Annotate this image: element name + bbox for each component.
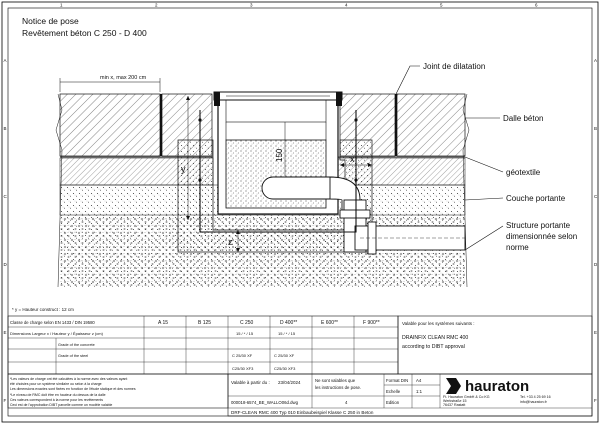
spec-table xyxy=(8,316,398,374)
scale-value: 1:1 xyxy=(416,389,422,394)
spec-cell: C 25/30 XF xyxy=(274,353,295,358)
note-line: Ces valeurs correspondent à la norme pour les revêtements xyxy=(10,398,103,402)
row-mark: E xyxy=(3,330,7,335)
format-value: A4 xyxy=(416,378,422,383)
disclaimer-line: Ne sont valables que xyxy=(315,378,356,383)
label-structure-1: Structure portante xyxy=(506,221,571,230)
row-mark: E xyxy=(594,330,598,335)
drawing-caption: DRF-CLEAN RMC 400 Typ 010 Einbaubeispiel Klasse C 250 in Beton xyxy=(231,410,374,415)
doc-number: 000018-6574_BE_WALLO06d.dwg xyxy=(231,400,298,405)
page-subtitle: Revêtement béton C 250 - D 400 xyxy=(22,28,147,38)
validity-product: DRAINFIX CLEAN RMC 400 xyxy=(402,335,469,341)
col-mark: 2 xyxy=(155,2,158,8)
spec-cell: C25/30 XF3 xyxy=(232,366,254,371)
company-line: 76437 Rastatt xyxy=(443,403,466,407)
row-mark: B xyxy=(3,126,7,131)
grate-frame-left xyxy=(214,92,220,106)
dim-150-label: 150 xyxy=(275,148,284,162)
class-label: A 15 xyxy=(158,320,169,326)
validity-approval: according to DIBT approval xyxy=(402,344,465,350)
row-mark: A xyxy=(594,58,598,63)
col-mark: 4 xyxy=(345,2,348,8)
row-mark: D xyxy=(3,262,7,267)
row-mark: F xyxy=(3,398,7,403)
spec-row3-label: Grade of the concrete xyxy=(58,343,95,347)
disclaimer-line: les instructions de pose. xyxy=(315,385,362,390)
company-email: info@hauraton.fr xyxy=(520,400,547,404)
company-tel: Tel. +33 4 25 69 16 xyxy=(520,395,551,399)
row-mark: B xyxy=(594,126,598,131)
label-joint: Joint de dilatation xyxy=(423,62,486,71)
page-number: 4 xyxy=(345,400,348,405)
valid-label: Valable à partir du : xyxy=(231,380,270,385)
dim-z-label: z xyxy=(228,237,233,247)
spec-cell: 15 / * / 15 xyxy=(236,331,254,336)
note-line: *Le niveau de RMC doit être en hauteur du dessus de la dalle xyxy=(10,393,106,397)
edition-label: Edition xyxy=(386,400,400,405)
validity-heading: Valable pour les systèmes suivants : xyxy=(402,321,475,326)
logo-mark-icon xyxy=(446,378,461,394)
footnote: * y = Hauteur construct : 12 cm xyxy=(12,307,74,312)
col-mark: 3 xyxy=(250,2,253,8)
label-dalle: Dalle béton xyxy=(503,114,544,123)
spec-cell: C25/30 XF3 xyxy=(274,366,296,371)
label-structure-2: dimensionnée selon xyxy=(506,232,578,241)
spec-row4-label: Grade of the steel xyxy=(58,354,89,358)
slab-left xyxy=(60,94,160,156)
row-mark: A xyxy=(3,58,7,63)
note-line: Les dimensions exactes sont fixées en fonction de l'étude statique et des normes xyxy=(10,387,136,391)
spec-cell: C 25/30 XF xyxy=(232,353,253,358)
class-label: C 250 xyxy=(240,320,254,326)
slab-right xyxy=(397,94,465,156)
label-couche: Couche portante xyxy=(506,194,566,203)
dim-x-label: x xyxy=(350,154,355,164)
class-label: E 600** xyxy=(321,320,338,326)
brand-name: hauraton xyxy=(465,378,530,395)
note-line: *Les valeurs de charge ont été calculées à la norme avec des valeurs ayant xyxy=(10,377,128,381)
page-title: Notice de pose xyxy=(22,16,79,26)
note-line: été choisies pour un système similaire ou selon à la charge xyxy=(10,382,102,386)
valid-date: 23/04/2024 xyxy=(278,380,301,385)
dim-top-label: min x, max 200 cm xyxy=(100,75,147,81)
spec-row-header: Classe de charge selon EN 1433 / DIN 19580 xyxy=(10,320,95,325)
validity-box xyxy=(398,316,592,374)
col-mark: 6 xyxy=(535,2,538,8)
row-mark: C xyxy=(594,194,598,199)
class-label: B 125 xyxy=(198,320,212,326)
format-label: Format DIN xyxy=(386,378,409,383)
company-line: Werkstraße 15 xyxy=(443,399,467,403)
spec-cell: 15 / * / 15 xyxy=(278,331,296,336)
title-block xyxy=(228,374,592,416)
frame-column-marks xyxy=(60,3,538,8)
company-line: Ft. Hauraton GmbH & Co KG xyxy=(443,395,490,399)
cross-section xyxy=(56,75,469,287)
expansion-joint xyxy=(160,94,162,156)
spec-row2-label: Dimensions Largeur x / Hauteur y / Épaisseur z (cm) xyxy=(10,331,103,336)
hauraton-logo xyxy=(446,378,529,395)
row-mark: D xyxy=(594,262,598,267)
pipe-socket xyxy=(340,210,370,218)
grate-frame-right xyxy=(336,92,342,106)
class-label: F 900** xyxy=(363,320,380,326)
scale-label: Echelle xyxy=(386,389,401,394)
col-mark: 5 xyxy=(440,2,443,8)
dim-y-label: y xyxy=(181,164,186,174)
label-structure-3: norme xyxy=(506,243,529,252)
label-geotextile: géotextile xyxy=(506,168,541,177)
note-line: Ceci est de l'approbation DIBT parcelle comme un modèle valable xyxy=(10,403,113,407)
class-label: D 400** xyxy=(280,320,298,326)
col-mark: 1 xyxy=(60,2,63,8)
row-mark: F xyxy=(594,398,597,403)
row-mark: C xyxy=(3,194,7,199)
expansion-joint xyxy=(395,94,397,156)
notes-block xyxy=(8,374,228,408)
